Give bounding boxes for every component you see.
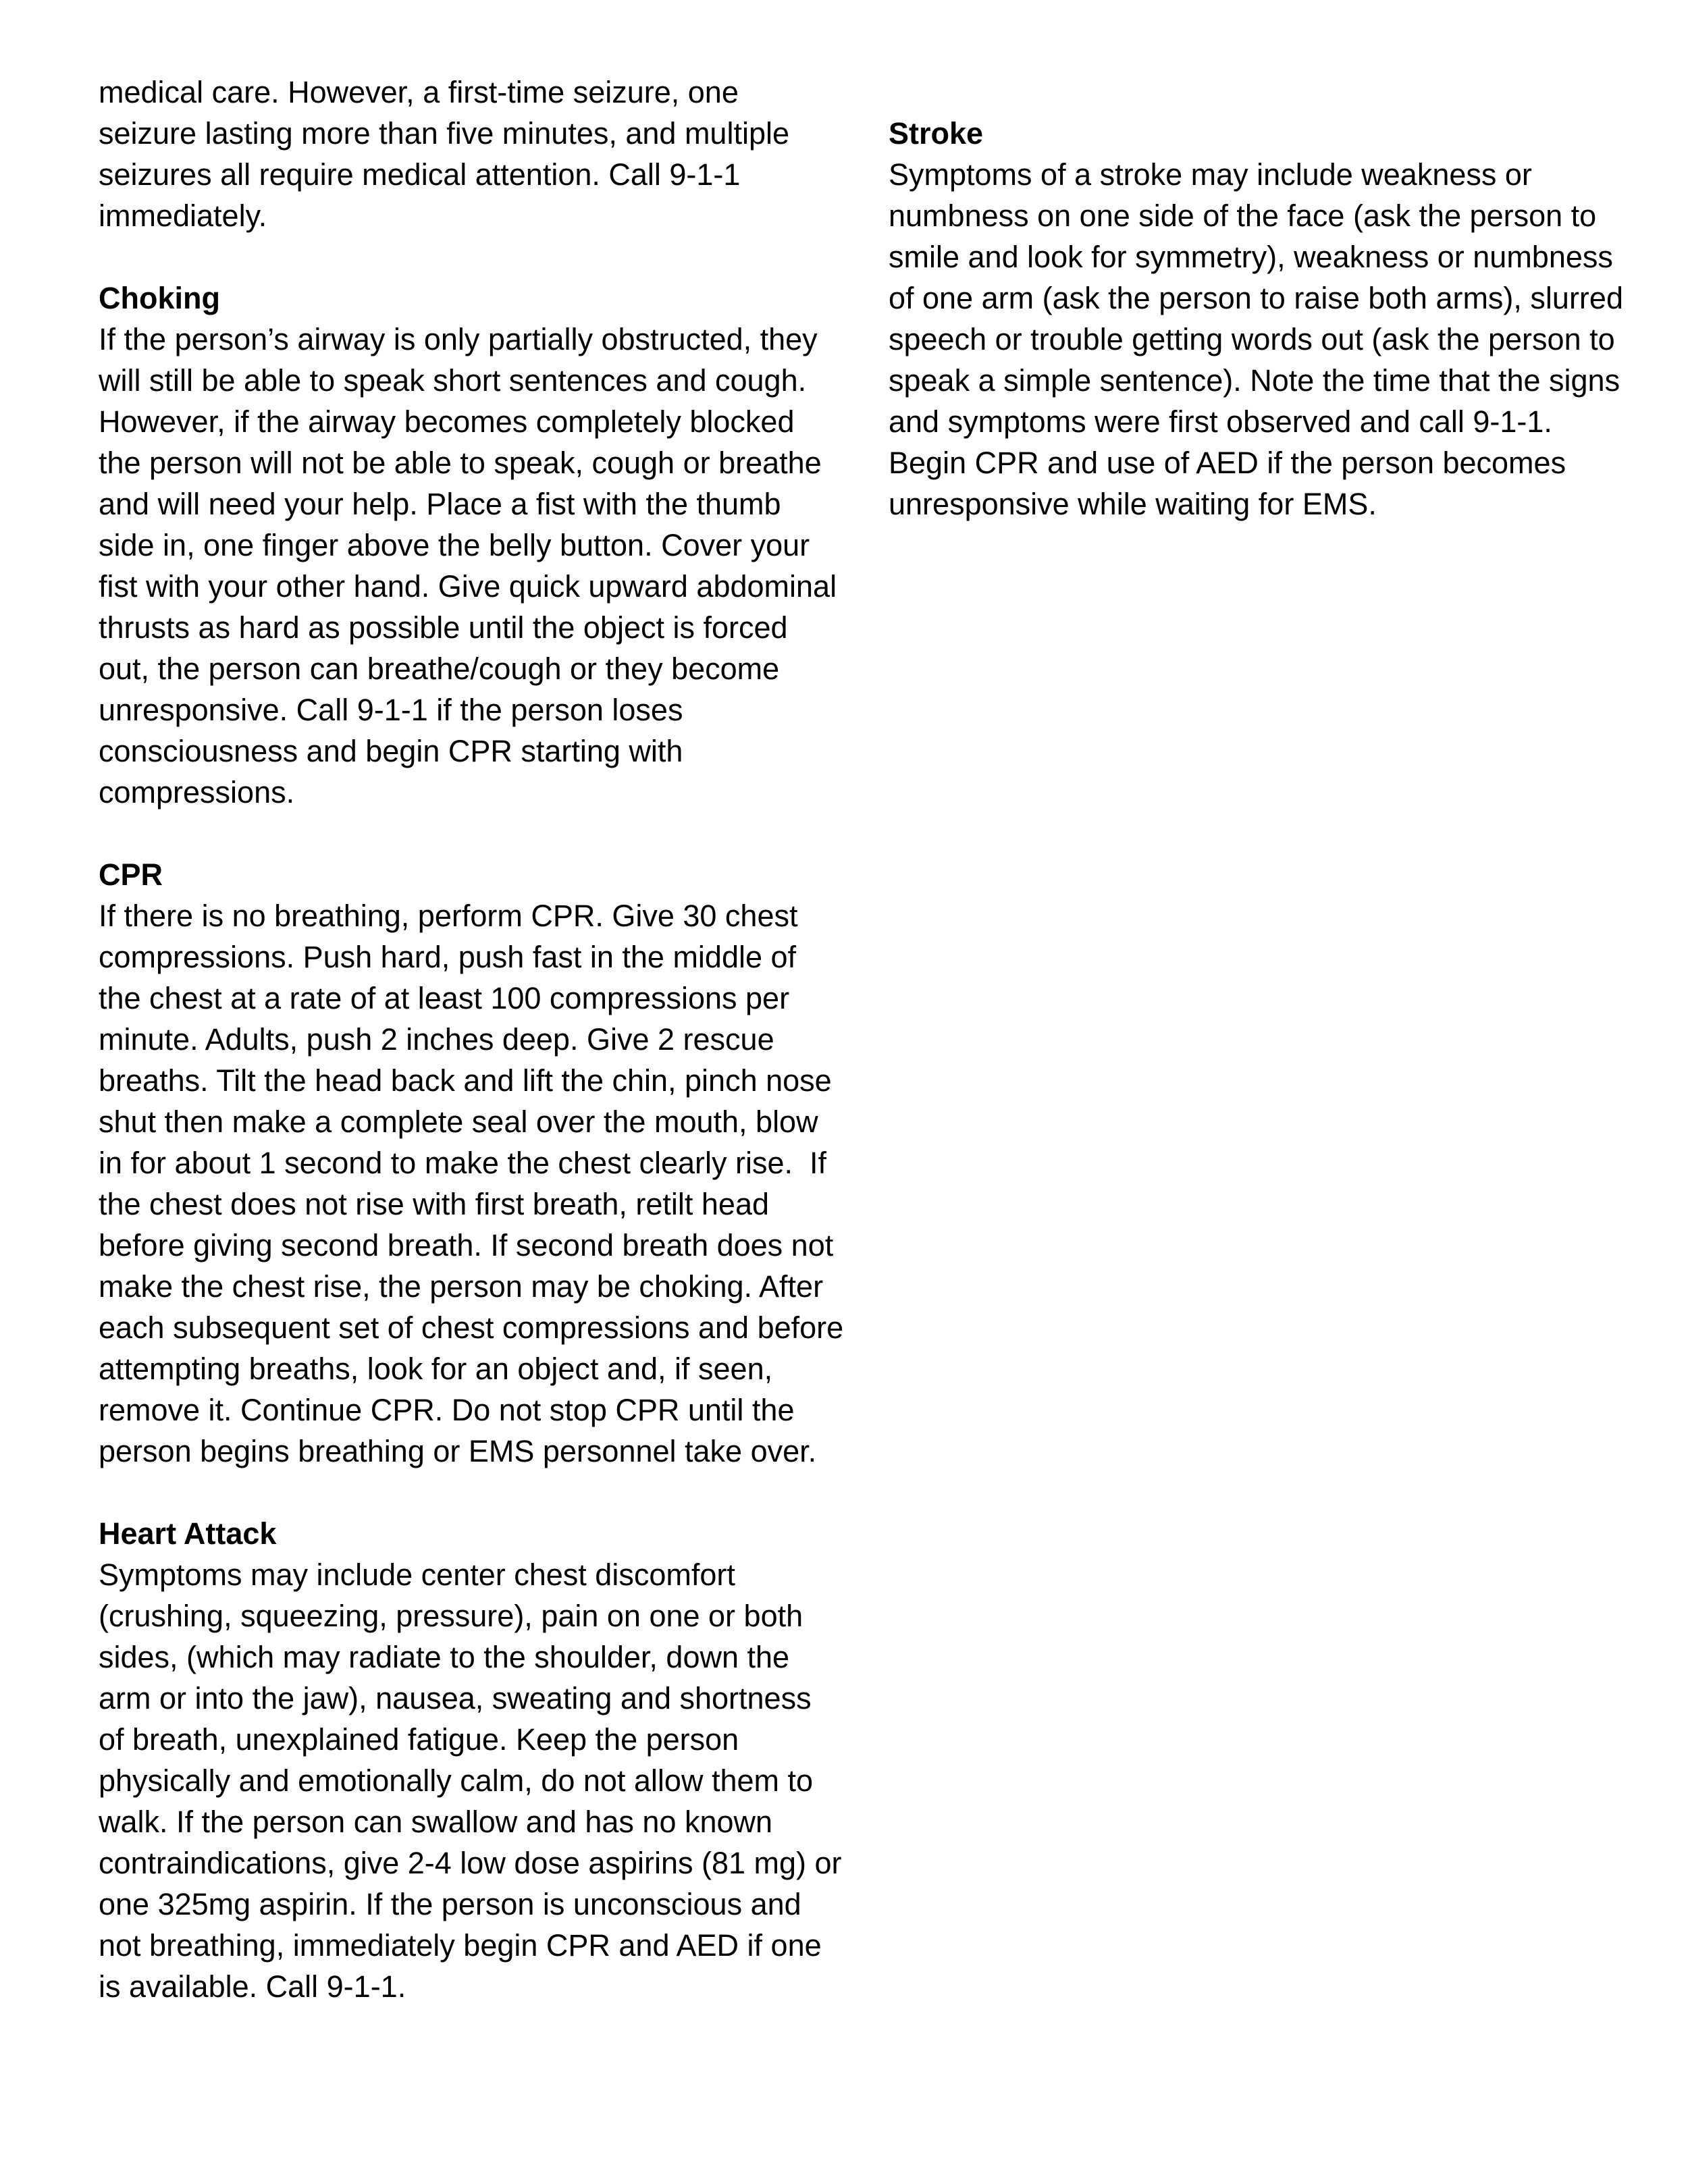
section-heading: Heart Attack [99, 1516, 277, 1551]
body-line: numbness on one side of the face (ask the person to [889, 198, 1597, 233]
paragraph-gap [99, 813, 855, 854]
body-line: before giving second breath. If second breath does not [99, 1228, 834, 1262]
body-line: smile and look for symmetry), weakness or numbness [889, 240, 1613, 274]
body-line: one 325mg aspirin. If the person is unconscious and [99, 1887, 801, 1921]
body-line: breaths. Tilt the head back and lift the chin, pinch nose [99, 1063, 832, 1098]
body-line: arm or into the jaw), nausea, sweating and shortness [99, 1681, 812, 1715]
body-line: speech or trouble getting words out (ask the person to [889, 322, 1615, 356]
section-heading: Stroke [889, 116, 984, 151]
body-line: Begin CPR and use of AED if the person becomes [889, 446, 1566, 480]
right-column [889, 113, 1652, 525]
section-heading: CPR [99, 857, 163, 892]
body-line: seizure lasting more than five minutes, and multiple [99, 116, 790, 151]
body-line: out, the person can breathe/cough or they become [99, 651, 780, 686]
body-line: will still be able to speak short sentences and cough. [99, 363, 807, 398]
body-line: shut then make a complete seal over the mouth, blow [99, 1104, 818, 1139]
body-line: the chest at a rate of at least 100 compressions per [99, 981, 790, 1015]
section-heart-attack [99, 1513, 855, 2007]
body-line: immediately. [99, 198, 267, 233]
body-line: If there is no breathing, perform CPR. Give 30 chest [99, 899, 798, 933]
body-line: Symptoms may include center chest discomfort [99, 1557, 735, 1592]
paragraph-gap [99, 236, 855, 277]
body-line: person begins breathing or EMS personnel take over. [99, 1434, 817, 1468]
body-line: remove it. Continue CPR. Do not stop CPR until the [99, 1393, 795, 1427]
body-line: unresponsive. Call 9-1-1 if the person loses [99, 693, 683, 727]
body-line: speak a simple sentence). Note the time that the signs [889, 363, 1620, 398]
body-line: contraindications, give 2-4 low dose aspirins (81 mg) or [99, 1846, 842, 1880]
seizure-continuation [99, 72, 855, 236]
section-heading: Choking [99, 281, 220, 315]
body-line: of breath, unexplained fatigue. Keep the person [99, 1722, 739, 1757]
body-line: fist with your other hand. Give quick upward abdominal [99, 569, 837, 604]
body-line: each subsequent set of chest compressions and before [99, 1310, 844, 1345]
body-line: side in, one finger above the belly button. Cover your [99, 528, 810, 562]
body-line: and symptoms were first observed and call 9-1-1. [889, 404, 1552, 439]
body-line: of one arm (ask the person to raise both arms), slurred [889, 281, 1623, 315]
body-line: unresponsive while waiting for EMS. [889, 487, 1377, 521]
body-line: and will need your help. Place a fist with the thumb [99, 487, 781, 521]
left-column [99, 72, 855, 2007]
body-line: attempting breaths, look for an object and, if seen, [99, 1352, 773, 1386]
body-line: sides, (which may radiate to the shoulder, down the [99, 1640, 790, 1674]
body-line: thrusts as hard as possible until the object is forced [99, 610, 788, 645]
body-line: not breathing, immediately begin CPR and AED if one [99, 1928, 822, 1963]
body-line: (crushing, squeezing, pressure), pain on one or both [99, 1599, 803, 1633]
body-line: walk. If the person can swallow and has no known [99, 1805, 773, 1839]
body-line: compressions. Push hard, push fast in the middle of [99, 940, 797, 974]
body-line: is available. Call 9-1-1. [99, 1969, 406, 2004]
body-line: seizures all require medical attention. Call 9-1-1 [99, 157, 741, 192]
body-line: compressions. [99, 775, 295, 809]
section-choking [99, 277, 855, 813]
body-line: minute. Adults, push 2 inches deep. Give 2 rescue [99, 1022, 774, 1057]
body-line: medical care. However, a first-time seizure, one [99, 75, 739, 109]
body-line: in for about 1 second to make the chest clearly rise. If [99, 1146, 827, 1180]
paragraph-gap [99, 1472, 855, 1513]
body-line: If the person’s airway is only partially obstructed, they [99, 322, 818, 356]
body-line: the chest does not rise with first breath, retilt head [99, 1187, 770, 1221]
body-line: However, if the airway becomes completely blocked [99, 404, 795, 439]
section-cpr [99, 854, 855, 1472]
section-stroke [889, 113, 1652, 525]
body-line: consciousness and begin CPR starting with [99, 734, 683, 768]
body-line: make the chest rise, the person may be choking. After [99, 1269, 824, 1304]
body-line: the person will not be able to speak, cough or breathe [99, 446, 822, 480]
body-line: physically and emotionally calm, do not allow them to [99, 1763, 814, 1798]
body-line: Symptoms of a stroke may include weakness or [889, 157, 1532, 192]
